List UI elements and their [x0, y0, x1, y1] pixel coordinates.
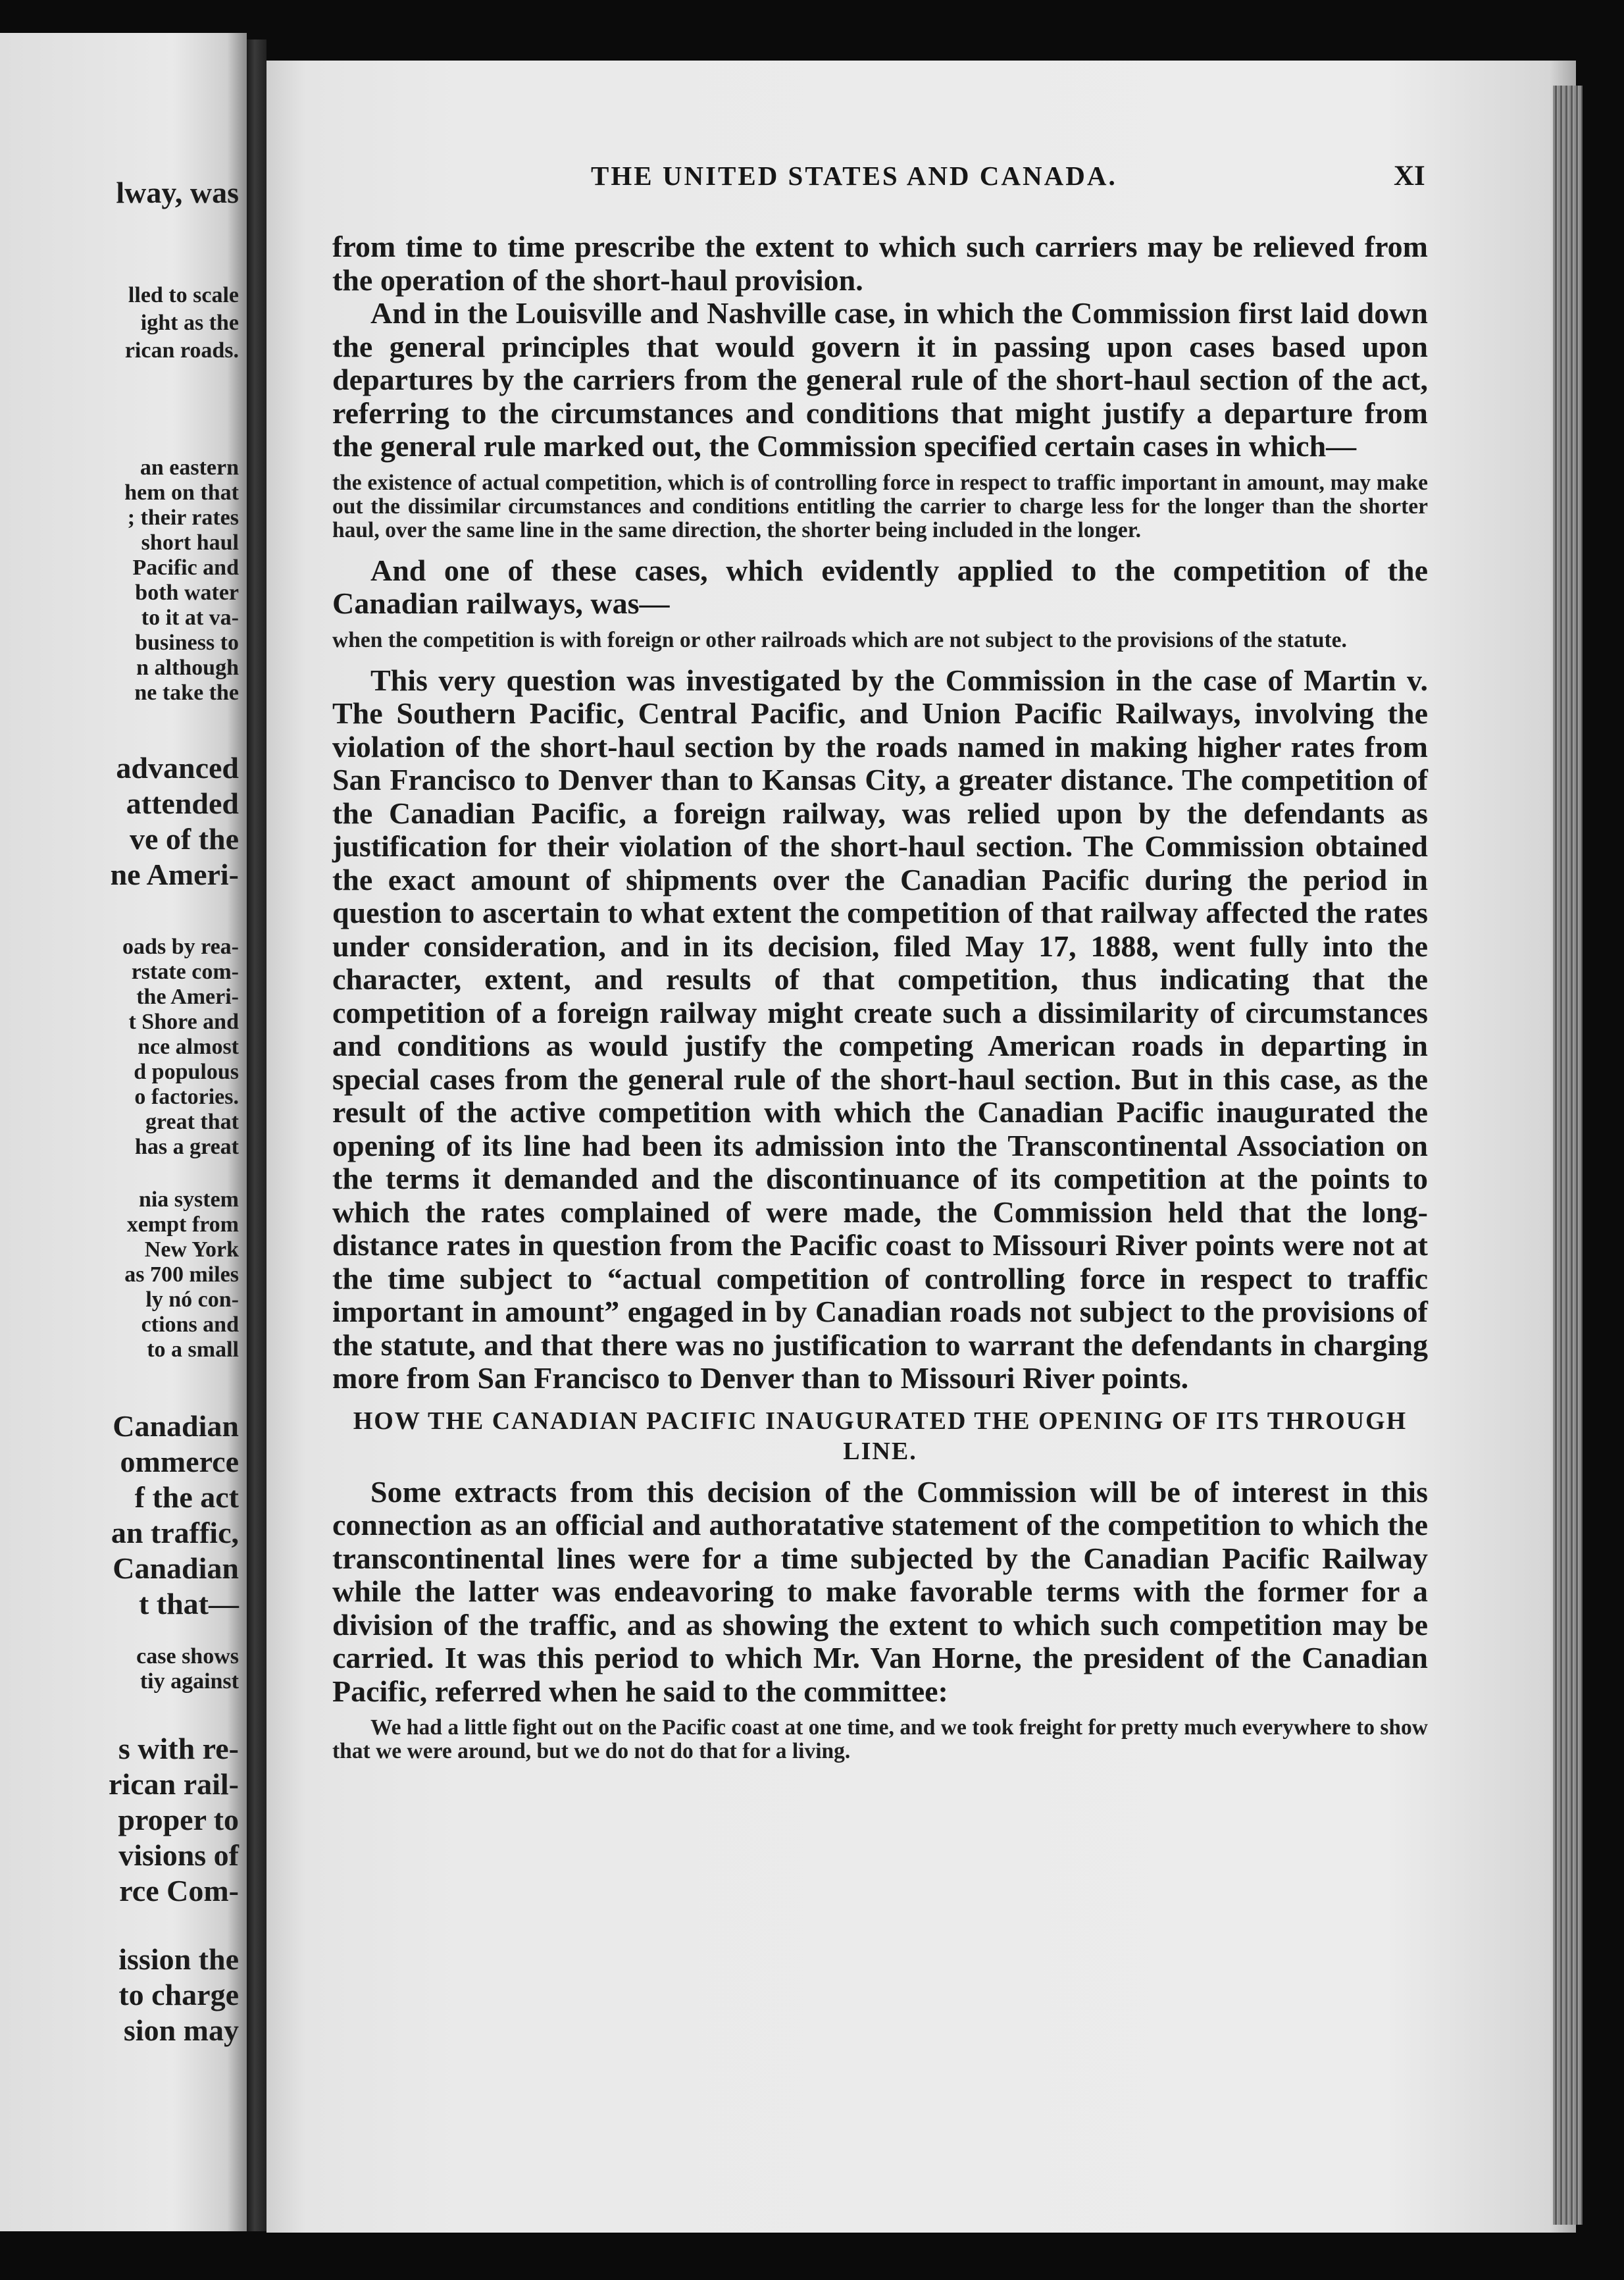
- previous-page-text: short haul: [141, 531, 239, 555]
- previous-page-text: n although: [136, 656, 239, 680]
- previous-page-text: case shows: [136, 1644, 239, 1669]
- previous-page-text: ommerce: [120, 1445, 239, 1478]
- previous-page-text: both water: [135, 581, 239, 605]
- paragraph: Some extracts from this decision of the Commission will be of interest in this connection as an official and authoratative statement of the competition to which the transcontinental lines were for a time subjected by the Canadian Pacific Railway while the latter was endeavoring to make favorable terms with the former for a division of the traffic, and as showing the extent to which such competition may be carried. It was this period to which Mr. Van Horne, the president of the Canadian Pacific, referred when he said to the committee:: [332, 1474, 1428, 1708]
- previous-page-text: visions of: [118, 1838, 239, 1872]
- page-edge: [1553, 86, 1583, 2225]
- previous-page-text: d populous: [134, 1060, 239, 1084]
- previous-page-text: ne Ameri-: [110, 858, 239, 891]
- previous-page-text: oads by rea-: [122, 935, 239, 959]
- previous-page-text: lled to scale: [128, 283, 239, 307]
- previous-page-text: rican rail-: [109, 1767, 239, 1801]
- book-gutter: [247, 39, 266, 2231]
- previous-page-text: xempt from: [126, 1212, 239, 1237]
- previous-page-text: business to: [135, 631, 239, 655]
- previous-page-text: hem on that: [124, 480, 239, 505]
- running-head: THE UNITED STATES AND CANADA.: [591, 161, 1117, 191]
- previous-page-text: sion may: [123, 2013, 239, 2047]
- block-quote: the existence of actual competition, which is of controlling force in respect to traffic important in amount, may make out the dissimilar circumstances and conditions entitling the carrier to charge less for the longer than the shorter haul, over the same line in the same direction, the shorter being included in the longer.: [332, 470, 1428, 542]
- previous-page-text: to a small: [147, 1337, 239, 1362]
- previous-page-text: ly nó con-: [145, 1287, 239, 1312]
- previous-page-text: ; their rates: [127, 505, 239, 530]
- paragraph: This very question was investigated by the Commission in the case of Martin v. The Southern Pacific, Central Pacific, and Union Pacific Railways, involving the violation of the short-haul section by the roads named in making higher rates from San Francisco to Denver than to Kansas City, a greater distance. The competition of the Canadian Pacific, a foreign railway, was relied upon by the defendants as justification for their violation of the short-haul section. The Commission obtained the exact amount of shipments over the Canadian Pacific during the period in question to ascertain to what extent the competition of that railway affected the rates under consideration, and in its decision, filed May 17, 1888, went fully into the character, extent, and results of that competition, thus indicating that the competition of a foreign railway might create such a dissimilarity of circumstances and conditions as would justify the competing American roads in departing in special cases from the general rule of the short-haul section. But in this case, as the result of the active competition with which the Canadian Pacific inaugurated the opening of its line had been its admission into the Transcontinental Association on the terms it demanded and the discontinuance of its competition at the points to which the rates complained of were made, the Commission held that the long-distance rates in question from the Pacific coast to Missouri River points were not at the time subject to “actual competition of controlling force in respect to traffic important in amount” engaged in by Canadian roads not subject to the provisions of the statute, and that there was no justification to warrant the defendants in charging more from San Francisco to Denver than to Missouri River points.: [332, 663, 1428, 1395]
- previous-page-text: Pacific and: [132, 556, 239, 580]
- previous-page-text: great that: [145, 1110, 239, 1134]
- page-number: XI: [1394, 161, 1425, 192]
- previous-page-text: t that—: [138, 1587, 239, 1620]
- previous-page-text: attended: [126, 787, 239, 820]
- section-heading: HOW THE CANADIAN PACIFIC INAUGURATED THE OPENING OF ITS THROUGH LINE.: [353, 1407, 1408, 1465]
- page-body: [332, 230, 1428, 1775]
- previous-page-text: to charge: [118, 1978, 239, 2011]
- previous-page-text: s with re-: [118, 1732, 239, 1765]
- previous-page-text: rican roads.: [124, 338, 239, 363]
- previous-page-text: the Ameri-: [136, 985, 239, 1009]
- previous-page-text: an traffic,: [111, 1516, 239, 1549]
- previous-page-text: as 700 miles: [124, 1262, 239, 1287]
- previous-page-text: o factories.: [134, 1085, 239, 1109]
- block-quote: We had a little fight out on the Pacific coast at one time, and we took freight for pretty much everywhere to show that we were around, but we do not do that for a living.: [332, 1715, 1428, 1763]
- block-quote: when the competition is with foreign or other railroads which are not subject to the provisions of the statute.: [332, 627, 1347, 652]
- previous-page-text: f the act: [134, 1480, 239, 1514]
- previous-page-text: to it at va-: [141, 606, 239, 630]
- previous-page-text: lway, was: [116, 176, 239, 209]
- previous-page-text: rce Com-: [119, 1874, 239, 1907]
- previous-page-text: has a great: [134, 1135, 239, 1159]
- previous-page-text: ne take the: [134, 681, 239, 705]
- previous-page-text: Canadian: [113, 1551, 239, 1585]
- previous-page-text: Canadian: [113, 1409, 239, 1443]
- paragraph: And in the Louisville and Nashville case, in which the Commission first laid down the general principles that would govern it in passing upon cases based upon departures by the carriers from the general rule of the short-haul section of the act, referring to the circumstances and conditions that might justify a departure from the general rule marked out, the Commission specified certain cases in which—: [332, 296, 1428, 463]
- previous-page-text: advanced: [116, 751, 239, 785]
- previous-page-fragment: [0, 33, 247, 2231]
- previous-page-text: nce almost: [138, 1035, 239, 1059]
- previous-page-text: ve of the: [129, 822, 239, 856]
- previous-page-text: rstate com-: [131, 960, 239, 984]
- previous-page-text: an eastern: [140, 455, 239, 480]
- previous-page-text: nia system: [138, 1187, 239, 1212]
- paragraph: And one of these cases, which evidently applied to the competition of the Canadian railways, was—: [332, 553, 1428, 620]
- paragraph: from time to time prescribe the extent to which such carriers may be relieved from the operation of the short-haul provision.: [332, 230, 1428, 297]
- previous-page-text: proper to: [118, 1803, 239, 1836]
- previous-page-text: t Shore and: [128, 1010, 239, 1034]
- previous-page-text: ission the: [118, 1942, 239, 1976]
- previous-page-text: ctions and: [141, 1312, 239, 1337]
- previous-page-text: New York: [144, 1237, 239, 1262]
- previous-page-text: ight as the: [140, 311, 239, 335]
- previous-page-text: tiy against: [140, 1669, 239, 1694]
